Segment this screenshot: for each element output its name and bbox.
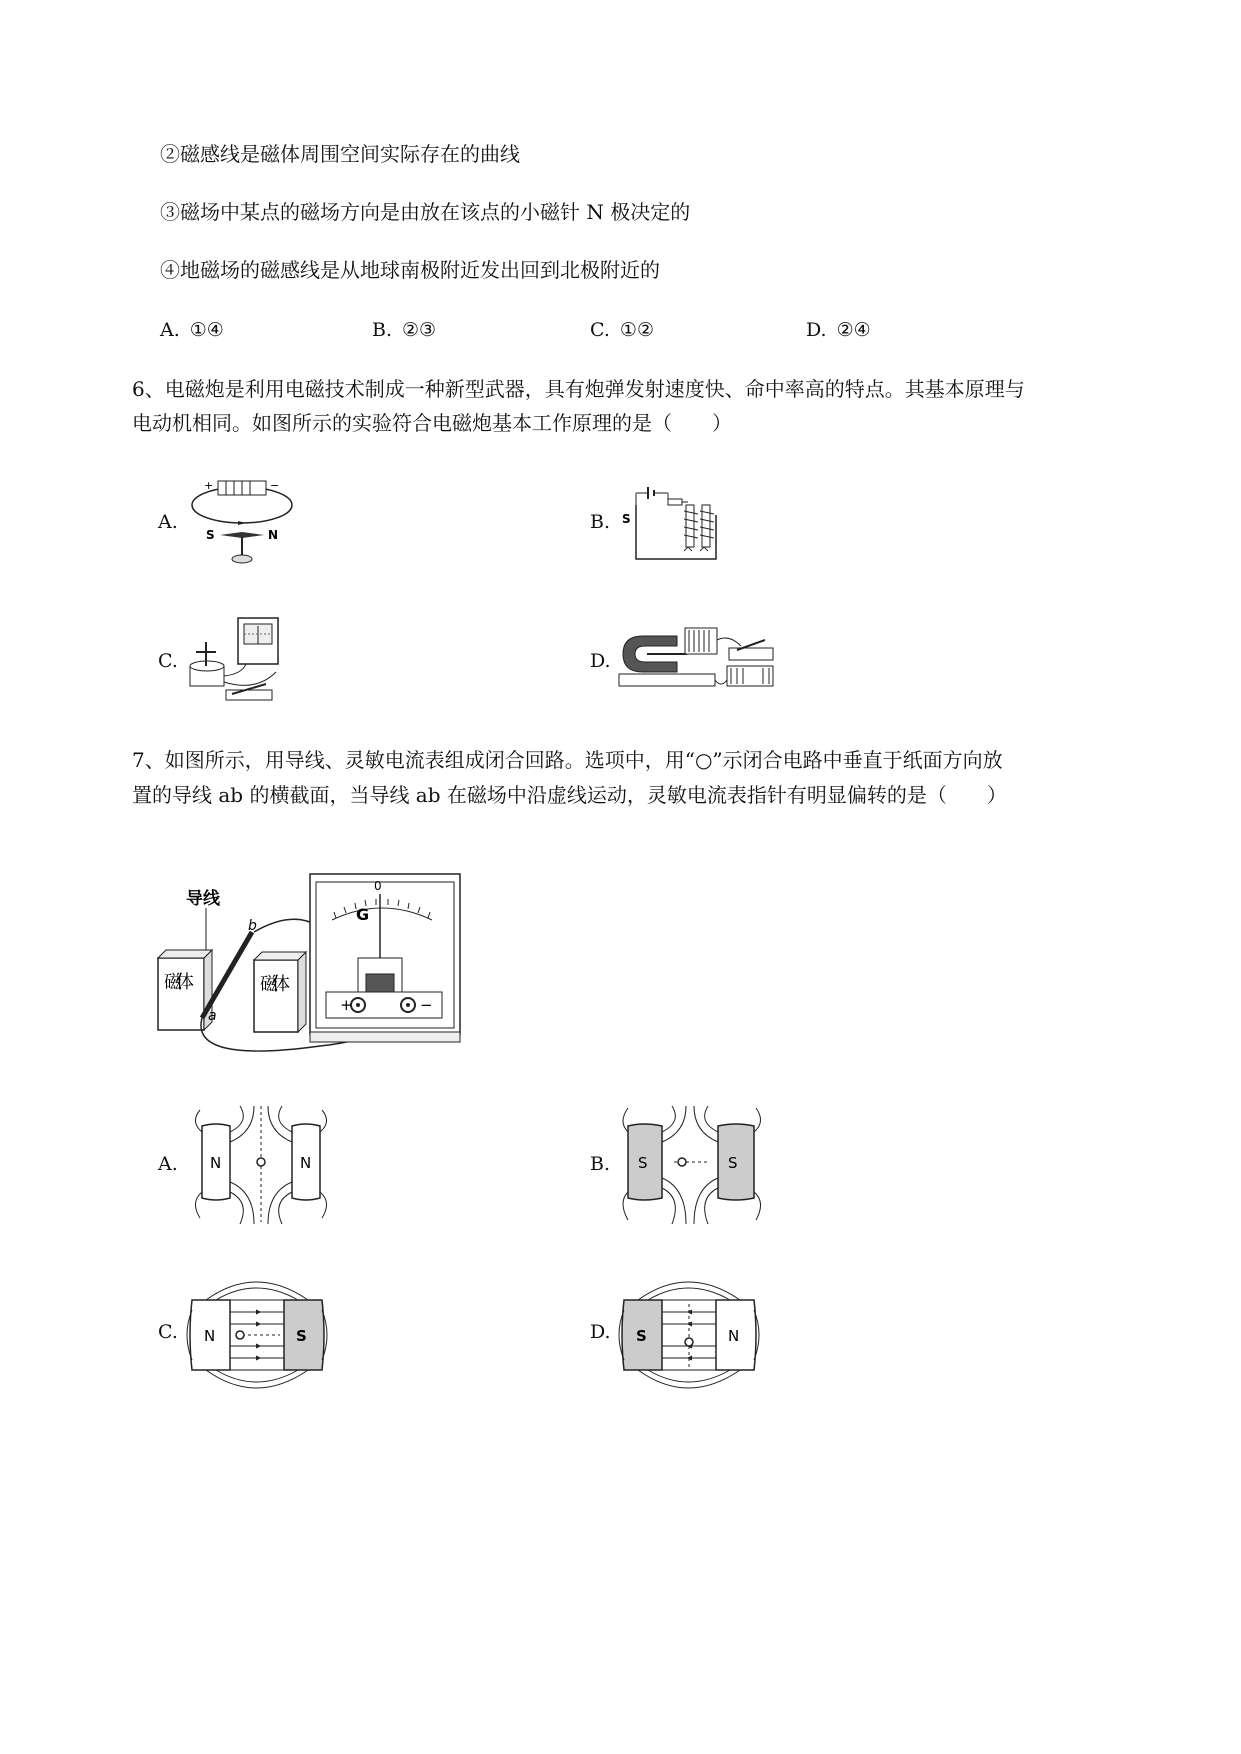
q7-option-b-label[interactable]: B.: [590, 1153, 611, 1175]
pole-right: S: [296, 1327, 307, 1345]
q6-option-d-label[interactable]: D.: [590, 650, 611, 672]
magnet-right-label: 磁体: [260, 974, 290, 995]
statement-3: ③磁场中某点的磁场方向是由放在该点的小磁针 N 极决定的: [160, 200, 691, 224]
statement-2: ②磁感线是磁体周围空间实际存在的曲线: [160, 142, 520, 166]
q6-figure-c: [186, 612, 286, 710]
q7-stem-line2: 置的导线 ab 的横截面，当导线 ab 在磁场中沿虚线运动，灵敏电流表指针有明显偏转的是（ ）: [132, 783, 1007, 807]
option-text: ②③: [402, 319, 437, 341]
point-a: a: [208, 1008, 217, 1024]
q6-option-b-label[interactable]: B.: [590, 511, 611, 533]
q7-stem-line1: 7、如图所示，用导线、灵敏电流表组成闭合回路。选项中，用“○”示闭合电路中垂直于纸面方向放: [132, 748, 1003, 772]
pole-left: S: [636, 1327, 647, 1345]
q6-option-a-label[interactable]: A.: [158, 511, 178, 533]
q7-figure-a: [190, 1102, 340, 1232]
option-label: A.: [160, 319, 180, 341]
pole-left: S: [638, 1154, 648, 1172]
option-label: B.: [372, 319, 393, 341]
pole-right: N: [300, 1154, 312, 1172]
q7-main-figure: [150, 868, 470, 1062]
q6-figure-b: [618, 475, 728, 571]
pole-n: N: [268, 528, 279, 542]
option-label: D.: [806, 319, 827, 341]
scale-zero: 0: [374, 879, 382, 893]
terminal-minus: −: [420, 996, 433, 1014]
q7-option-a-label[interactable]: A.: [158, 1153, 178, 1175]
terminal-plus: +: [340, 996, 353, 1014]
point-b: b: [248, 918, 257, 934]
q6-option-c-label[interactable]: C.: [158, 650, 178, 672]
pole-left: N: [210, 1154, 222, 1172]
q6-stem-line2: 电动机相同。如图所示的实验符合电磁炮基本工作原理的是（ ）: [132, 411, 732, 435]
plus-sign: +: [204, 479, 214, 492]
q6-stem-line1: 6、电磁炮是利用电磁技术制成一种新型武器，具有炮弹发射速度快、命中率高的特点。其基本原理与: [132, 377, 1025, 401]
option-label: C.: [590, 319, 610, 341]
q6-figure-a: [188, 475, 296, 571]
option-text: ①②: [619, 319, 654, 341]
pole-s: S: [206, 528, 215, 542]
switch-s: S: [622, 512, 631, 526]
minus-sign: −: [270, 479, 280, 492]
q5-option-d[interactable]: [806, 316, 871, 344]
q5-option-c[interactable]: [590, 316, 654, 344]
q5-option-a[interactable]: [160, 316, 224, 344]
option-text: ②④: [836, 319, 871, 341]
q7-figure-b: [620, 1102, 770, 1232]
q7-option-c-label[interactable]: C.: [158, 1321, 178, 1343]
q7-figure-c: [186, 1270, 334, 1404]
wire-label: 导线: [186, 889, 220, 909]
pole-right: S: [728, 1154, 738, 1172]
q6-figure-d: [617, 618, 779, 702]
q5-option-b[interactable]: [372, 316, 436, 344]
option-text: ①④: [189, 319, 224, 341]
q7-option-d-label[interactable]: D.: [590, 1321, 611, 1343]
statement-4: ④地磁场的磁感线是从地球南极附近发出回到北极附近的: [160, 258, 660, 282]
pole-left: N: [204, 1327, 216, 1345]
meter-g: G: [356, 905, 370, 924]
pole-right: N: [728, 1327, 740, 1345]
magnet-left-label-1: 磁体: [164, 972, 194, 993]
q7-figure-d: [618, 1270, 766, 1404]
